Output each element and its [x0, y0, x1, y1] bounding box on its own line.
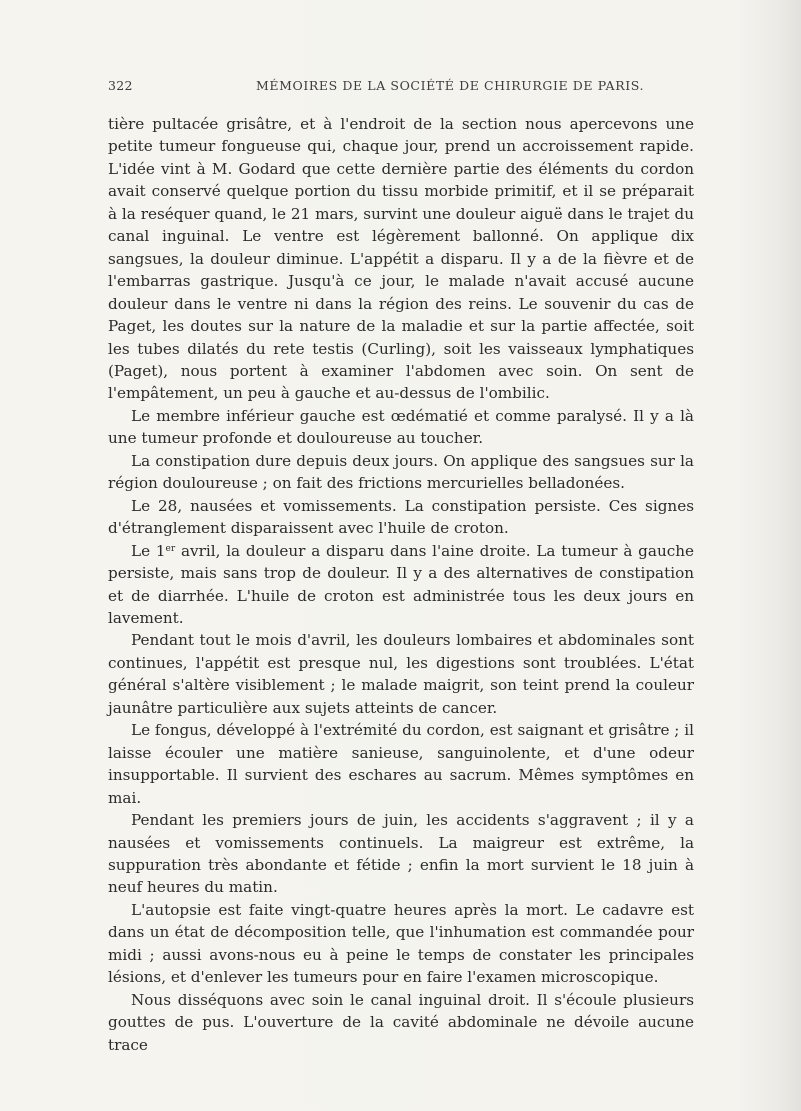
paragraph-4: Le 28, nausées et vomissements. La constipation persiste. Ces signes d'étranglement disparaissent avec l'huile de croton.: [108, 496, 694, 538]
paragraph-5: [108, 540, 694, 630]
running-title: MÉMOIRES DE LA SOCIÉTÉ DE CHIRURGIE DE PARIS.: [256, 78, 645, 93]
body-text: [108, 113, 694, 1056]
paragraph-1: tière pultacée grisâtre, et à l'endroit de la section nous apercevons une petite tumeur fongueuse qui, chaque jour, prend un accroissement rapide. L'idée vint à M. Godard que cette dernière partie des éléments du cordon avait conservé quelque portion du tissu morbide primitif, et il se préparait à la reséquer quand, le 21 mars, survint une douleur aiguë dans le trajet du canal inguinal. Le ventre est légèrement ballonné. On applique dix sangsues, la douleur diminue. L'appétit a disparu. Il y a de la fièvre et de l'embarras gastrique. Jusqu'à ce jour, le malade n'avait accusé aucune douleur dans le ventre ni dans la région des reins. Le souvenir du cas de Paget, les doutes sur la nature de la maladie et sur la partie affectée, soit les tubes dilatés du rete testis (Curling), soit les vaisseaux lymphatiques (Paget), nous portent à examiner l'abdomen avec soin. On sent de l'empâtement, un peu à gauche et au-dessus de l'ombilic.: [108, 115, 694, 403]
date-prefix: Le 1: [131, 541, 166, 560]
paragraph-7: Le fongus, développé à l'extrémité du cordon, est saignant et grisâtre ; il laisse écouler une matière sanieuse, sanguinolente, et d'une odeur insupportable. Il survient des eschares au sacrum. Mêmes symptômes en mai.: [108, 721, 694, 807]
paragraph-8: Pendant les premiers jours de juin, les accidents s'aggravent ; il y a nausées et vomissements continuels. La maigreur est extrême, la suppuration très abondante et fétide ; enfin la mort survient le 18 juin à neuf heures du matin.: [108, 811, 694, 897]
page-number: 322: [108, 78, 133, 93]
paragraph-2: Le membre inférieur gauche est œdématié et comme paralysé. Il y a là une tumeur profonde et douloureuse au toucher.: [108, 406, 694, 448]
paragraph-9: L'autopsie est faite vingt-quatre heures après la mort. Le cadavre est dans un état de décomposition telle, que l'inhumation est commandée pour midi ; aussi avons-nous eu à peine le temps de constater les principales lésions, et d'enlever les tumeurs pour en faire l'examen microscopique.: [108, 900, 694, 987]
paragraph-5-text: avril, la douleur a disparu dans l'aine droite. La tumeur à gauche persiste, mais sans trop de douleur. Il y a des alternatives de constipation et de diarrhée. L'huile de croton est administrée tous les deux jours en lavement.: [108, 541, 695, 627]
paragraph-10: Nous disséquons avec soin le canal inguinal droit. Il s'écoule plusieurs gouttes de pus. L'ouverture de la cavité abdominale ne dévoile aucune trace: [108, 990, 694, 1054]
paragraph-3: La constipation dure depuis deux jours. On applique des sangsues sur la région douloureuse ; on fait des frictions mercurielles belladonées.: [108, 451, 694, 493]
paragraph-6: Pendant tout le mois d'avril, les douleurs lombaires et abdominales sont continues, l'appétit est presque nul, les digestions sont troublées. L'état général s'altère visiblement ; le malade maigrit, son teint prend la couleur jaunâtre particulière aux sujets atteints de cancer.: [108, 631, 694, 717]
running-header: [108, 78, 694, 98]
date-superscript: er: [165, 543, 176, 554]
